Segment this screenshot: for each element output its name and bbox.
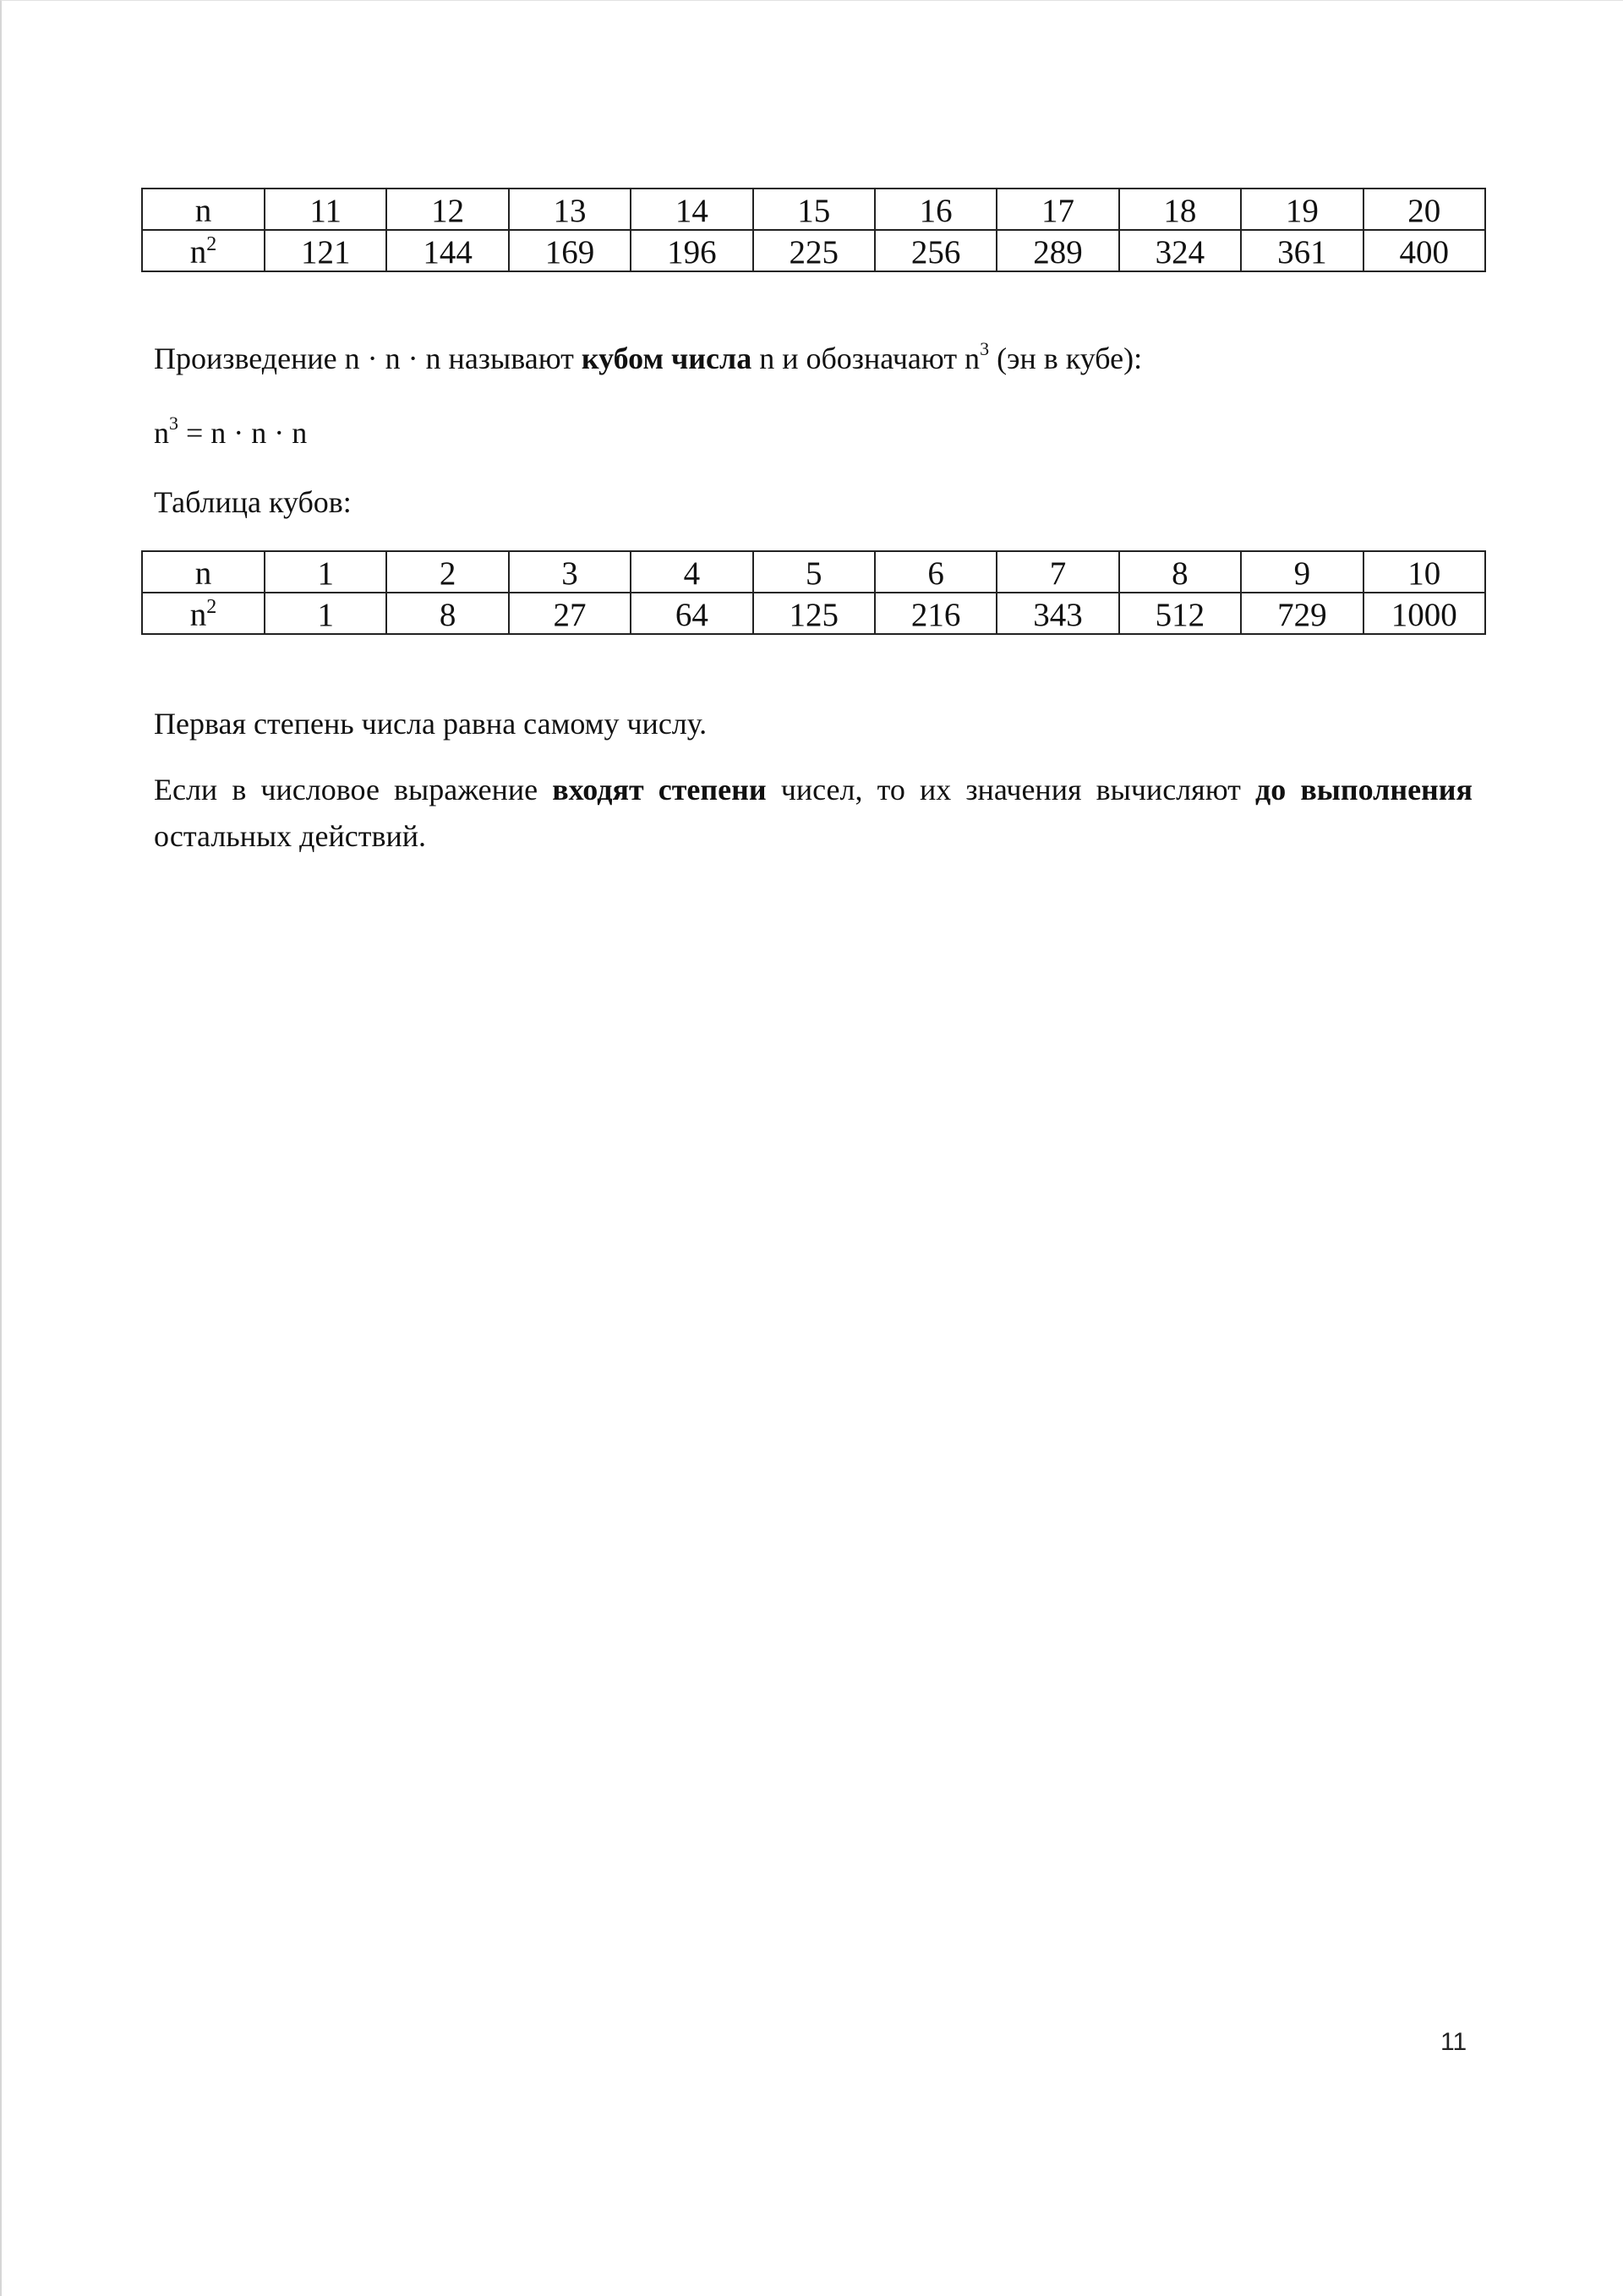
table-cell: 8 bbox=[386, 593, 508, 634]
table-cell: 9 bbox=[1241, 551, 1363, 593]
table-cell: 16 bbox=[875, 189, 997, 230]
table-cell: 6 bbox=[875, 551, 997, 593]
table-row-power bbox=[142, 230, 1485, 271]
table-cell: 196 bbox=[631, 230, 752, 271]
table-cell: 256 bbox=[875, 230, 997, 271]
squares-table bbox=[141, 188, 1486, 272]
order-of-operations-rule bbox=[154, 767, 1473, 860]
power-base: n bbox=[189, 233, 207, 271]
rule-text: остальных действий. bbox=[154, 819, 426, 853]
table-cell: 225 bbox=[753, 230, 875, 271]
table-cell: 400 bbox=[1363, 230, 1485, 271]
formula-exponent: 3 bbox=[169, 413, 178, 434]
rule-emphasis: до выполнения bbox=[1254, 773, 1473, 806]
table-cell: 13 bbox=[509, 189, 631, 230]
table-cell: 15 bbox=[753, 189, 875, 230]
table-cell: 5 bbox=[753, 551, 875, 593]
cube-definition bbox=[154, 336, 1473, 381]
power-exponent: 2 bbox=[206, 232, 217, 255]
table-cell: 729 bbox=[1241, 593, 1363, 634]
row-header-n: n bbox=[142, 551, 265, 593]
table-cell: 361 bbox=[1241, 230, 1363, 271]
table-cell: 17 bbox=[997, 189, 1118, 230]
table-cell: 144 bbox=[386, 230, 508, 271]
table-cell: 18 bbox=[1119, 189, 1241, 230]
table-cell: 27 bbox=[509, 593, 631, 634]
rule-text: Если в числовое выражение bbox=[154, 773, 553, 806]
rule-emphasis: входят степени bbox=[552, 773, 767, 806]
first-power-statement: Первая степень числа равна самому числу. bbox=[154, 707, 708, 741]
table-cell: 14 bbox=[631, 189, 752, 230]
table-cell: 1000 bbox=[1363, 593, 1485, 634]
table-cell: 8 bbox=[1119, 551, 1241, 593]
table-cell: 289 bbox=[997, 230, 1118, 271]
table-cell: 169 bbox=[509, 230, 631, 271]
table-cell: 2 bbox=[386, 551, 508, 593]
table-row-n bbox=[142, 189, 1485, 230]
table-cell: 343 bbox=[997, 593, 1118, 634]
definition-text: (эн в кубе): bbox=[989, 342, 1143, 375]
table-row-power bbox=[142, 593, 1485, 634]
formula-text: = n · n · n bbox=[178, 416, 308, 450]
table-cell: 125 bbox=[753, 593, 875, 634]
definition-term: кубом числа bbox=[581, 342, 752, 375]
table-cell: 1 bbox=[265, 551, 386, 593]
table-cell: 20 bbox=[1363, 189, 1485, 230]
table-cell: 216 bbox=[875, 593, 997, 634]
definition-text: n и обозначают n bbox=[751, 342, 981, 375]
power-exponent: 2 bbox=[206, 595, 217, 618]
table-cell: 324 bbox=[1119, 230, 1241, 271]
cubes-table bbox=[141, 550, 1486, 635]
table-cell: 10 bbox=[1363, 551, 1485, 593]
formula-base: n bbox=[154, 416, 169, 450]
table-cell: 7 bbox=[997, 551, 1118, 593]
cubes-table-title: Таблица кубов: bbox=[154, 485, 352, 519]
row-header-power bbox=[142, 230, 265, 271]
cube-formula bbox=[154, 410, 1473, 456]
table-cell: 64 bbox=[631, 593, 752, 634]
rule-text: чисел, то их значения вычисляют bbox=[766, 773, 1255, 806]
page-number: 11 bbox=[1440, 2028, 1467, 2056]
row-header-n: n bbox=[142, 189, 265, 230]
table-row-n bbox=[142, 551, 1485, 593]
table-cell: 512 bbox=[1119, 593, 1241, 634]
table-cell: 11 bbox=[265, 189, 386, 230]
definition-text: Произведение n · n · n называют bbox=[154, 342, 582, 375]
row-header-power bbox=[142, 593, 265, 634]
table-cell: 121 bbox=[265, 230, 386, 271]
table-cell: 3 bbox=[509, 551, 631, 593]
definition-exponent: 3 bbox=[980, 338, 990, 359]
table-cell: 4 bbox=[631, 551, 752, 593]
table-cell: 12 bbox=[386, 189, 508, 230]
table-cell: 19 bbox=[1241, 189, 1363, 230]
power-base: n bbox=[189, 596, 207, 633]
table-cell: 1 bbox=[265, 593, 386, 634]
